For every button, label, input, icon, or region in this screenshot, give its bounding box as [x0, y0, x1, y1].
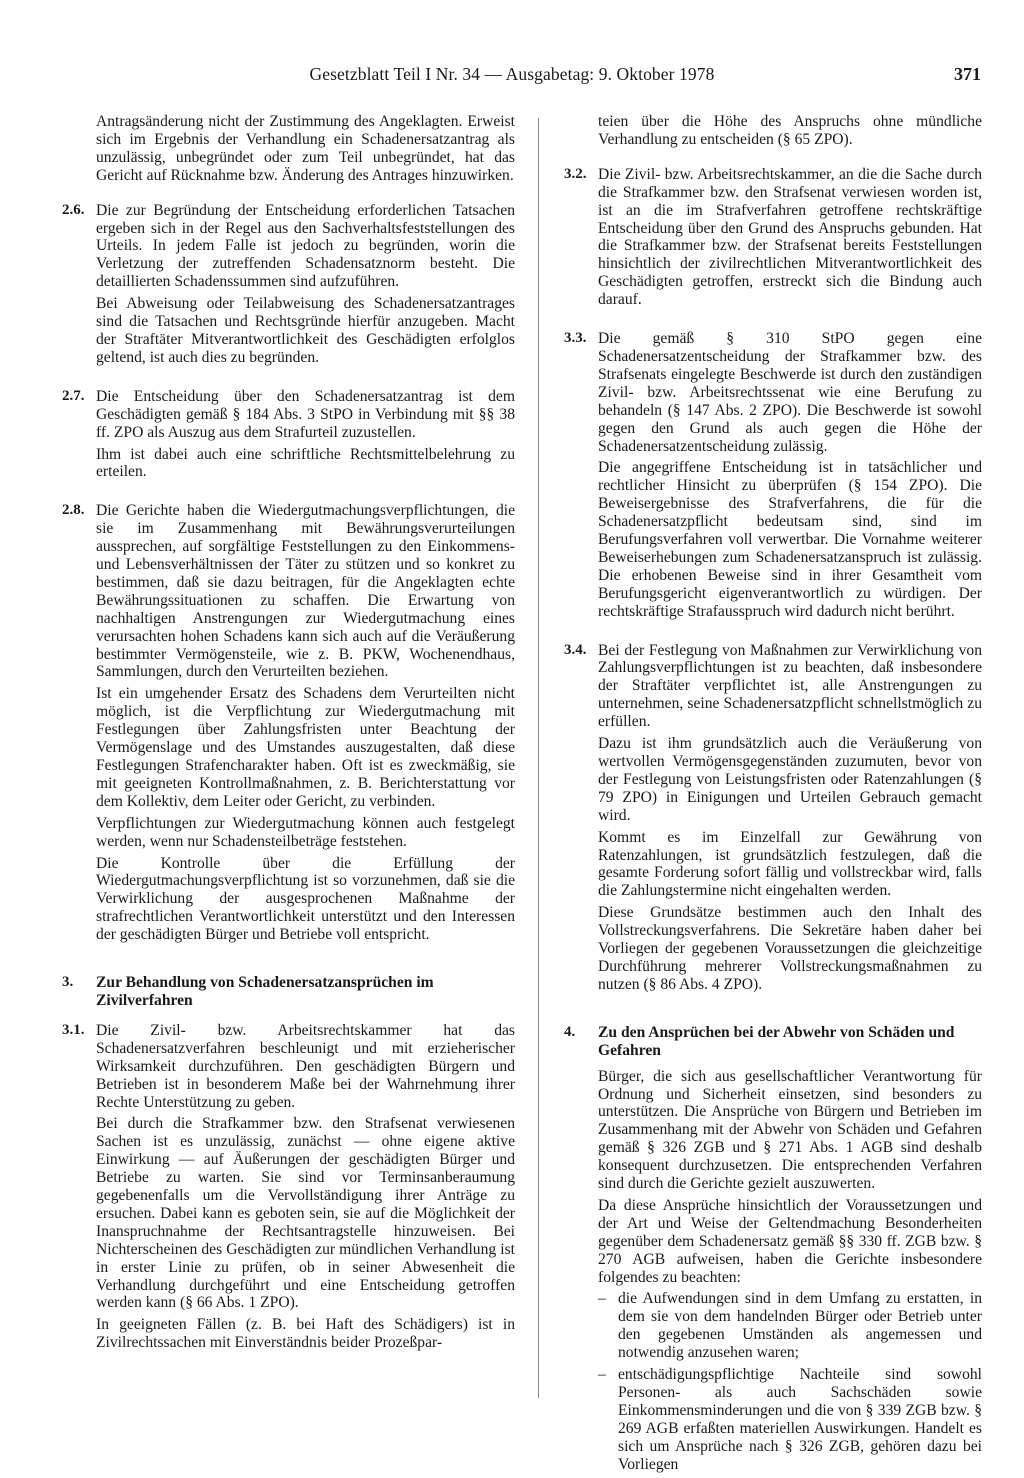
- paragraph: Bürger, die sich aus gesellschaftlicher Verantwortung für Ordnung und Sicherheit einsetzen, sind besonders zu unterstützen. Die Ansprüche von Bürgern und Betrieben im Zusammenhang mit der Abwehr von Schäden und Gefahren gemäß § 326 ZGB und § 271 Abs. 1 AGB sind deshalb konsequent durchzusetzen. Die entsprechenden Verfahren sind durch die Gerichte gezielt auszuwerten.: [598, 1067, 982, 1193]
- page-number: 371: [954, 64, 981, 84]
- paragraph: Kommt es im Einzelfall zur Gewährung von Ratenzahlungen, ist grundsätzlich festzulegen, daß die gesamte Forderung sofort fällig und vollstreckbar wird, falls die Zahlungstermine nicht eingehalten werden.: [598, 828, 982, 900]
- section-number: 2.7.: [62, 387, 85, 404]
- list-item: – die Aufwendungen sind in dem Umfang zu erstatten, in dem sie von dem handelnden Bürger oder Betrieb unter den gegebenen Umständen als angemessen und notwendig anzusehen waren;: [598, 1290, 982, 1362]
- section-body: [96, 1022, 515, 1356]
- section-heading: Zu den Ansprüchen bei der Abwehr von Schäden und Gefahren: [598, 1023, 955, 1059]
- header-title: Gesetzblatt Teil I Nr. 34 — Ausgabetag: 9. Oktober 1978: [309, 64, 715, 84]
- right-column: [564, 113, 982, 1478]
- section-number: 2.6.: [62, 201, 85, 218]
- paragraph: In geeigneten Fällen (z. B. bei Haft des Schädigers) ist in Zivilrechtssachen mit Einverständnis beider Prozeßpar-: [96, 1316, 515, 1352]
- section-4: [564, 1024, 982, 1060]
- paragraph: teien über die Höhe des Anspruchs ohne mündliche Verhandlung zu entscheiden (§ 65 ZPO).: [598, 113, 982, 148]
- section-3-1: [62, 1022, 515, 1356]
- section-body: [96, 502, 515, 948]
- section-body: [96, 202, 515, 371]
- paragraph: Da diese Ansprüche hinsichtlich der Voraussetzungen und der Art und Weise der Geltendmachung Besonderheiten gegenüber dem Schadenersatz gemäß §§ 330 ff. ZGB bzw. § 270 AGB aufweisen, haben die Gerichte insbesondere folgendes zu beachten:: [598, 1196, 982, 1286]
- section-number: 3.3.: [564, 330, 587, 347]
- section-2-7: [62, 388, 515, 486]
- section-body: [598, 166, 982, 313]
- paragraph: Verpflichtungen zur Wiedergutmachung können auch festgelegt werden, wenn nur Schadensteilbeträge feststehen.: [96, 814, 515, 850]
- paragraph: Bei der Festlegung von Maßnahmen zur Verwirklichung von Zahlungsverpflichtungen ist zu beachten, daß insbesondere der Straftäter verpflichtet ist, alle Anstrengungen zu unternehmen, seine Schadenersatzpflicht schnellstmöglich zu erfüllen.: [598, 641, 982, 731]
- paragraph: Die zur Begründung der Entscheidung erforderlichen Tatsachen ergeben sich in der Regel aus den Sachverhaltsfeststellungen des Urteils. In jedem Falle ist jedoch zu begründen, worin die Verletzung der zutreffenden Schadensatznorm besteht. Die detaillierten Schadenssummen sind aufzuführen.: [96, 201, 515, 291]
- section-number: 3.4.: [564, 641, 587, 658]
- page-header: [0, 64, 1024, 88]
- section-3-4: [564, 642, 982, 998]
- paragraph: Die gemäß § 310 StPO gegen eine Schadenersatzentscheidung der Strafkammer bzw. des Strafsenats eingelegte Beschwerde ist durch den zuständigen Zivil- bzw. Arbeitsrechtssenat wie eine Berufung zu behandeln (§ 147 Abs. 2 ZPO). Die Beschwerde ist sowohl gegen den Grund als auch gegen die Höhe der Schadenersatzentscheidung zulässig.: [598, 330, 982, 455]
- paragraph: Die Entscheidung über den Schadenersatzantrag ist dem Geschädigten gemäß § 184 Abs. 3 StPO in Verbindung mit §§ 38 ff. ZPO als Auszug aus dem Strafurteil zuzustellen.: [96, 387, 515, 441]
- section-body: [96, 388, 515, 486]
- paragraph: Ihm ist dabei auch eine schriftliche Rechtsmittelbelehrung zu erteilen.: [96, 445, 515, 481]
- paragraph: Bei durch die Strafkammer bzw. den Strafsenat verwiesenen Sachen ist es unzulässig, zunächst — ohne eigene aktive Einwirkung — auf Äußerungen der geschädigten Bürger und Betriebe zu warten. Sie sind vor Terminsanberaumung gegebenenfalls um die Vervollständigung ihrer Anträge zu ersuchen. Dabei kann es geboten sein, sie auf die Möglichkeit der Inanspruchnahme der Rechtsantragstelle hinzuweisen. Bei Nichterscheinen des Geschädigten zur mündlichen Verhandlung ist in erster Linie zu prüfen, ob in seiner Abwesenheit die Verhandlung durchgeführt und eine Entscheidung getroffen werden kann (§ 66 Abs. 1 ZPO).: [96, 1115, 515, 1312]
- section-number: 2.8.: [62, 502, 85, 519]
- intro-paragraph: [62, 113, 515, 185]
- paragraph: Bei Abweisung oder Teilabweisung des Schadenersatzantrages sind die Tatsachen und Rechtsgründe hierfür anzugeben. Macht der Straftäter Mitverantwortlichkeit des Geschädigten erfolglos geltend, ist auch dies zu begründen.: [96, 295, 515, 366]
- section-2-8: [62, 502, 515, 948]
- paragraph: Die Zivil- bzw. Arbeitsrechtskammer, an die die Sache durch die Strafkammer bzw. den Strafsenat verwiesen worden ist, ist an die im Strafverfahren getroffene rechtskräftige Entscheidung über den Grund des Anspruchs gebunden. Hat die Strafkammer bzw. der Strafsenat bereits Feststellungen hinsichtlich der zivilrechtlichen Mitverantwortlichkeit des Geschädigten getroffen, erstreckt sich die Bindung auch darauf.: [598, 165, 982, 309]
- paragraph: Die Kontrolle über die Erfüllung der Wiedergutmachungsverpflichtung ist so vorzunehmen, daß sie die Verwirklichung der ausgesprochenen Maßnahme der strafrechtlichen Verantwortlichkeit unterstützt und den Interessen der geschädigten Bürger und Betriebe voll entspricht.: [96, 854, 515, 944]
- section-2-6: [62, 202, 515, 371]
- section-3-2: [564, 166, 982, 313]
- section-number: 3.: [62, 974, 74, 991]
- paragraph: Die Zivil- bzw. Arbeitsrechtskammer hat das Schadenersatzverfahren beschleunigt und mit erzieherischer Wirksamkeit durchzuführen. Den geschädigten Bürgern und Betrieben ist in besonderem Maße bei der Wahrnehmung ihrer Rechte Unterstützung zu geben.: [96, 1021, 515, 1111]
- left-column: [62, 113, 515, 1373]
- section-body: [598, 642, 982, 998]
- column-divider: [538, 118, 539, 1398]
- section-heading: Zur Behandlung von Schadenersatzansprüchen im Zivilverfahren: [96, 974, 434, 1009]
- paragraph: Die angegriffene Entscheidung ist in tatsächlicher und rechtlicher Hinsicht zu überprüfen (§ 154 ZPO). Die Beweisergebnisse des Strafverfahrens, die für die Schadenersatzpflicht bedeutsam sind, sind im Berufungsverfahren voll verwertbar. Die Vornahme weiterer Beweiserhebungen zum Schadenersatzanspruch ist zulässig. Die erhobenen Beweise sind in ihrer Gesamtheit vom Berufungsgericht eigenverantwortlich zu würdigen. Der rechtskräftige Strafausspruch wird dadurch nicht berührt.: [598, 459, 982, 620]
- section-number: 4.: [564, 1023, 576, 1040]
- paragraph: Ist ein umgehender Ersatz des Schadens dem Verurteilten nicht möglich, ist die Verpflichtung zur Wiedergutmachung mit Festlegungen über Zahlungsfristen unter Beachtung der Vermögenslage und des Umstandes auszugestalten, daß diese Festlegungen Strafencharakter haben. Oft ist es zweckmäßig, sie mit geeigneten Kontrollmaßnahmen, z. B. Berichterstattung vor dem Kollektiv, dem Leiter oder Gericht, zu verbinden.: [96, 685, 515, 810]
- section-number: 3.2.: [564, 165, 587, 182]
- paragraph: Diese Grundsätze bestimmen auch den Inhalt des Vollstreckungsverfahrens. Die Sekretäre haben daher bei Vorliegen der gegebenen Voraussetzungen die gleichzeitige Durchführung mehrerer Vollstreckungsmaßnahmen zu nutzen (§ 86 Abs. 4 ZPO).: [598, 904, 982, 993]
- paragraph: Antragsänderung nicht der Zustimmung des Angeklagten. Erweist sich im Ergebnis der Verhandlung ein Schadenersatzantrag als unzulässig, unbegründet oder zum Teil unbegründet, hat das Gericht auf Rücknahme bzw. Änderung des Antrages hinzuwirken.: [96, 113, 515, 184]
- paragraph: Dazu ist ihm grundsätzlich auch die Veräußerung von wertvollen Vermögensgegenständen zuzumuten, bevor von der Festlegung von Leistungsfristen oder Ratenzahlungen (§ 79 ZPO) in Einigungen und Urteilen Gebrauch gemacht wird.: [598, 735, 982, 824]
- section-4-body: [564, 1068, 982, 1474]
- section-number: 3.1.: [62, 1021, 85, 1038]
- list-item: – entschädigungspflichtige Nachteile sind sowohl Personen- als auch Sachschäden sowie Einkommensminderungen und die von § 339 ZGB bzw. § 269 AGB erfaßten materiellen Auswirkungen. Handelt es sich um Ansprüche nach § 326 ZGB, gehören dazu bei Vorliegen: [598, 1366, 982, 1473]
- section-3: [62, 974, 515, 1010]
- section-3-3: [564, 330, 982, 625]
- paragraph: Die Gerichte haben die Wiedergutmachungsverpflichtungen, die sie im Zusammenhang mit Bewährungsverurteilungen aussprechen, auf sorgfältige Feststellungen zu den Einkommens- und Lebensverhältnissen der Täter zu stützen und so konkret zu bestimmen, daß sie dazu beitragen, für die Angeklagten echte Bewährungssituationen zu schaffen. Die Erwartung von nachhaltigen Anstrengungen zur Wiedergutmachung eines verursachten hohen Schadens kann sich auch auf die Veräußerung bestimmter Vermögensteile, wie z. B. PKW, Wochenendhaus, Sammlungen, durch den Verurteilten beziehen.: [96, 502, 515, 681]
- continuation-paragraph: [564, 113, 982, 149]
- dash-list: [598, 1290, 982, 1473]
- section-body: [598, 330, 982, 625]
